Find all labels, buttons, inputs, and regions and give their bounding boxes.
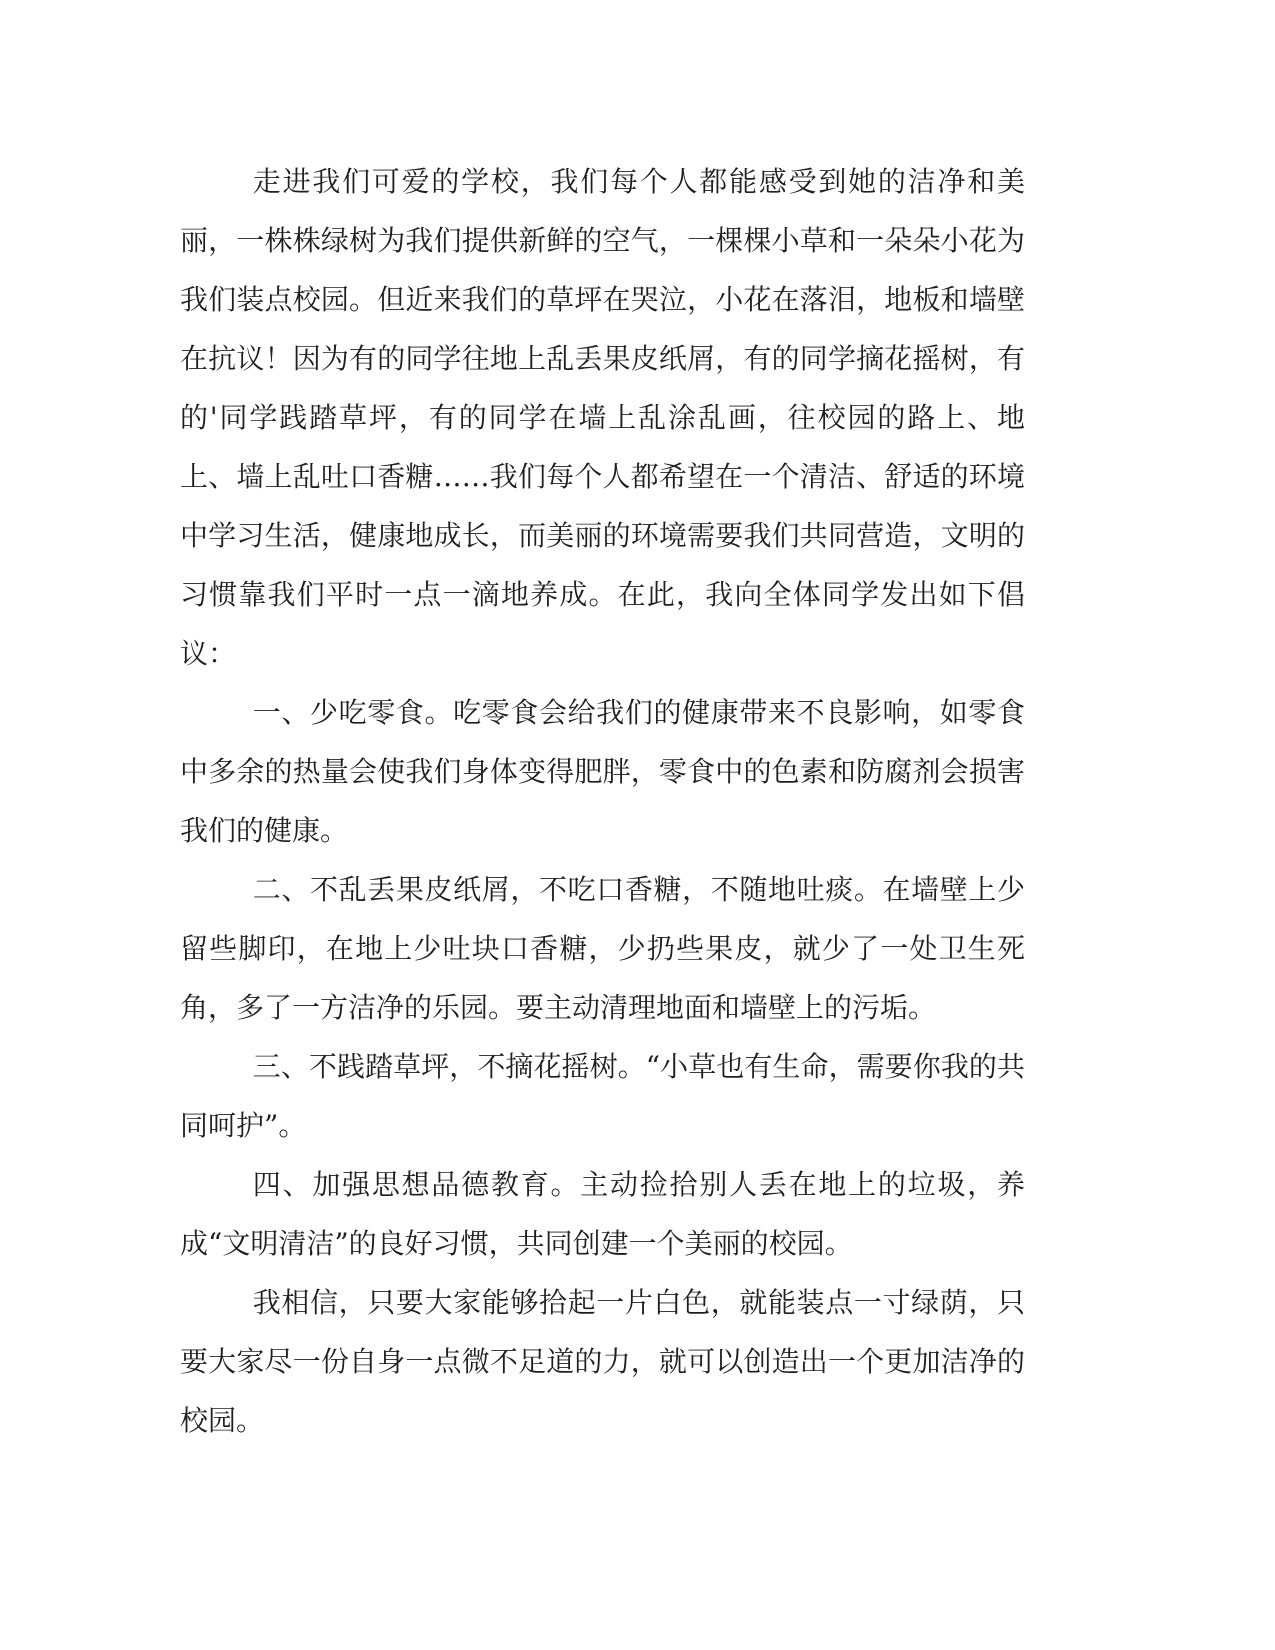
paragraph-conclusion: 我相信，只要大家能够拾起一片白色，就能装点一寸绿荫，只要大家尽一份自身一点微不足道的力，就可以创造出一个更加洁净的校园。 xyxy=(180,1286,1025,1437)
paragraph-proposal-1: 一、少吃零食。吃零食会给我们的健康带来不良影响，如零食中多余的热量会使我们身体变得肥胖，零食中的色素和防腐剂会损害我们的健康。 xyxy=(180,696,1025,847)
paragraph-proposal-3: 三、不践踏草坪，不摘花摇树。“小草也有生命，需要你我的共同呵护”。 xyxy=(180,1050,1025,1142)
document-body xyxy=(180,152,1025,1450)
paragraph-proposal-2: 二、不乱丢果皮纸屑，不吃口香糖，不随地吐痰。在墙壁上少留些脚印，在地上少吐块口香糖，少扔些果皮，就少了一处卫生死角，多了一方洁净的乐园。要主动清理地面和墙壁上的污垢。 xyxy=(180,873,1025,1024)
paragraph-proposal-4: 四、加强思想品德教育。主动捡拾别人丢在地上的垃圾，养成“文明清洁”的良好习惯，共同创建一个美丽的校园。 xyxy=(180,1168,1025,1260)
paragraph-intro: 走进我们可爱的学校，我们每个人都能感受到她的洁净和美丽，一株株绿树为我们提供新鲜的空气，一棵棵小草和一朵朵小花为我们装点校园。但近来我们的草坪在哭泣，小花在落泪，地板和墙壁在抗议！因为有的同学往地上乱丢果皮纸屑，有的同学摘花摇树，有的'同学践踏草坪，有的同学在墙上乱涂乱画，往校园的路上、地上、墙上乱吐口香糖……我们每个人都希望在一个清洁、舒适的环境中学习生活，健康地成长，而美丽的环境需要我们共同营造，文明的习惯靠我们平时一点一滴地养成。在此，我向全体同学发出如下倡议： xyxy=(180,165,1025,670)
